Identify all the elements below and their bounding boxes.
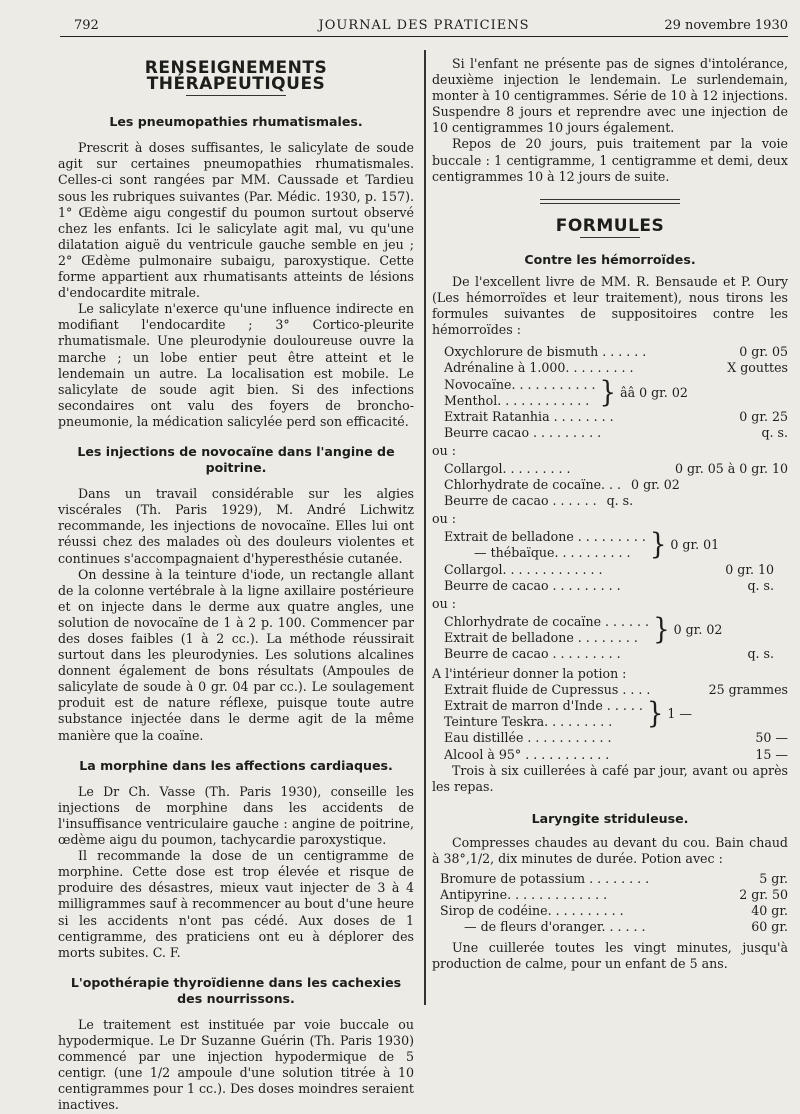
formula-row: Beurre de cacao . . . . . . q. s.: [444, 493, 634, 509]
formula-row: Oxychlorure de bismuth . . . . . . 0 gr. 05: [444, 344, 788, 360]
formula-row: Alcool à 95° . . . . . . . . . . . 15 —: [444, 746, 788, 762]
or-label: ou :: [432, 442, 456, 458]
article-paragraph: Prescrit à doses suffisantes, le salicylate de soude agit sur certaines pneumopathies rhumatismales. Celles-ci sont rangées par MM. Caussade et Tardieu sous les rubriques suivantes (Par. Médic. 1930, p. 157). 1° Œdème aigu congestif du poumon surtout observé chez les enfants. Ici le salicylate agit mal, vu qu'une dilatation aiguë du ventricule gauche semble en jeu ; 2° Œdème pulmonaire subaigu, paroxystique. Cette forme appartient aux rhumatisants atteints de lésions d'endocardite mitrale.: [58, 140, 414, 301]
formula-row: Extrait fluide de Cupressus . . . . 25 grammes: [444, 682, 788, 698]
formula-row: Antipyrine. . . . . . . . . . . . . 2 gr. 50: [440, 887, 788, 903]
article-title: Les injections de novocaïne dans l'angine de poitrine.: [77, 443, 395, 476]
brace: }: [599, 376, 617, 410]
formula-table: [440, 871, 788, 935]
formula-table: [444, 682, 788, 762]
article-paragraph: On dessine à la teinture d'iode, un rectangle allant de la colonne vertébrale à la ligne axillaire postérieure et on injecte dans le derme aux quatre angles, une solution de novocaïne de 1 à 2 p. 100. Commencer par des doses faibles (1 à 2 cc.). La méthode réussirait surtout dans les pleurodynies. Les solutions alcalines donnent également de bons résultats (Ampoules de salicylate de soude à 0 gr. 04 par cc.). Le soulagement produit est de nature réflexe, puisque toute autre substance injectée dans le derme agit de la même manière que la coaïne.: [58, 566, 414, 743]
brace: }: [649, 528, 667, 562]
or-label: ou :: [432, 511, 456, 527]
formula-group: Extrait de marron d'Inde . . . . . Teinture Teskra. . . . . . . . . } 1 —: [444, 697, 693, 731]
page-number: 792: [74, 18, 99, 33]
formula-row: Bromure de potassium . . . . . . . . 5 gr.: [440, 871, 788, 887]
formula-row: Beurre de cacao . . . . . . . . . q. s.: [444, 646, 774, 661]
brace: }: [646, 697, 664, 731]
article-paragraph: Repos de 20 jours, puis traitement par la voie buccale : 1 centigramme, 1 centigramme et demi, deux centigrammes 10 à 12 jours de suite.: [432, 136, 788, 184]
article-title: Les pneumopathies rhumatismales.: [109, 114, 363, 130]
potion-intro: A l'intérieur donner la potion :: [432, 666, 627, 682]
left-column: [58, 60, 414, 1114]
formula-row: Sirop de codéine. . . . . . . . . . 40 gr.: [440, 903, 788, 919]
page-header: [60, 16, 788, 37]
section-title: FORMULES: [555, 215, 665, 236]
formula-row: Chlorhydrate de cocaïne. . . 0 gr. 02: [444, 477, 680, 493]
article-title: L'opothérapie thyroïdienne dans les cachexies des nourrissons.: [70, 974, 402, 1006]
section-rule: [186, 95, 286, 96]
section-rule: [580, 237, 640, 238]
formula-row: Collargol. . . . . . . . . . . . . 0 gr. 10: [444, 561, 774, 577]
formula-table: [444, 344, 788, 441]
article-paragraph: Dans un travail considérable sur les algies viscérales (Th. Paris 1929), M. André Lichwitz recommande, les injections de novocaïne. Elles lui ont réussi chez des malades où des douleurs violentes et continues s'accompagnaient d'hyperesthésie cutanée.: [58, 486, 414, 566]
column-divider: [424, 50, 426, 1005]
brace: }: [653, 613, 670, 647]
right-column: [432, 56, 788, 972]
formula-row: — de fleurs d'oranger. . . . . . 60 gr.: [464, 919, 788, 935]
formula-row: Extrait Ratanhia . . . . . . . . 0 gr. 25: [444, 408, 788, 424]
article-paragraph: De l'excellent livre de MM. R. Bensaude et P. Oury (Les hémorroïdes et leur traitement), nous tirons les formules suivantes de suppositoires contre les hémorroïdes :: [432, 273, 788, 338]
formula-row: Collargol. . . . . . . . . 0 gr. 05 à 0 gr. 10: [444, 460, 788, 476]
or-label: ou :: [432, 595, 456, 611]
formula-row: Adrénaline à 1.000. . . . . . . . . X gouttes: [444, 360, 788, 376]
article-paragraph: Si l'enfant ne présente pas de signes d'intolérance, deuxième injection le lendemain. Le surlendemain, monter à 10 centigrammes. Série de 10 à 12 injections. Suspendre 8 jours et reprendre avec une injection de 10 centigrammes 10 jours également.: [432, 56, 788, 136]
section-title: RENSEIGNEMENTS THÉRAPEUTIQUES: [144, 58, 328, 95]
article-paragraph: Trois à six cuillerées à café par jour, avant ou après les repas.: [432, 762, 788, 794]
issue-date: 29 novembre 1930: [664, 18, 788, 33]
article-paragraph: Une cuillerée toutes les vingt minutes, jusqu'à production de calme, pour un enfant de 5 ans.: [432, 939, 788, 971]
formula-row: Beurre cacao . . . . . . . . . q. s.: [444, 424, 788, 440]
article-paragraph: Le traitement est instituée par voie buccale ou hypodermique. Le Dr Suzanne Guérin (Th. Paris 1930) commencé par une injection hypodermique de 5 centigr. (une 1/2 ampoule d'une solution titrée à 10 centigrammes pour 1 cc.). Des doses moindres seraient inactives.: [58, 1016, 414, 1113]
formula-row: Beurre de cacao . . . . . . . . . q. s.: [444, 577, 774, 593]
article-paragraph: Compresses chaudes au devant du cou. Bain chaud à 38°,1/2, dix minutes de durée. Potion avec :: [432, 834, 788, 867]
formula-group: Chlorhydrate de cocaïne . . . . . . Extrait de belladone . . . . . . . . } 0 gr. 02: [444, 613, 723, 647]
article-title: Laryngite striduleuse.: [531, 810, 689, 826]
formula-group: Extrait de belladone . . . . . . . . . — thébaïque. . . . . . . . . . } 0 gr. 01: [444, 528, 720, 562]
article-paragraph: Il recommande la dose de un centigramme de morphine. Cette dose est trop élevée et risque de produire des désastres, mieux vaut injecter de 3 à 4 milligrammes sauf à recommencer au bout d'une heure si les accidents n'ont pas cédé. Aux doses de 1 centigramme, des praticiens ont eu à déplorer des morts subites. C. F.: [58, 848, 414, 960]
formula-row: Eau distillée . . . . . . . . . . . 50 —: [444, 730, 788, 746]
article-title: Contre les hémorroïdes.: [524, 251, 696, 267]
formula-table: [444, 614, 774, 662]
double-rule: [540, 199, 680, 204]
formula-table: [444, 529, 774, 593]
formula-group: Novocaïne. . . . . . . . . . . Menthol. . . . . . . . . . . . } ââ 0 gr. 02: [444, 376, 688, 410]
article-paragraph: Le Dr Ch. Vasse (Th. Paris 1930), conseille les injections de morphine dans les accidents de l'insuffisance ventriculaire gauche : angine de poitrine, œdème aigu du poumon, tachycardie paroxystique.: [58, 783, 414, 848]
formula-table: [444, 461, 788, 509]
journal-title: JOURNAL DES PRATICIENS: [318, 18, 530, 33]
article-title: La morphine dans les affections cardiaques.: [79, 757, 393, 773]
article-paragraph: Le salicylate n'exerce qu'une influence indirecte en modifiant l'endocardite ; 3° Cortico-pleurite rhumatismale. Une pleurodynie douloureuse ouvre la marche ; un lobe entier peut être atteint et le lendemain un autre. La localisation est mobile. Le salicylate de soude agit bien. Si des infections secondaires ont valu des foyers de broncho-pneumonie, la médication salicylée perd son efficacité.: [58, 301, 414, 429]
